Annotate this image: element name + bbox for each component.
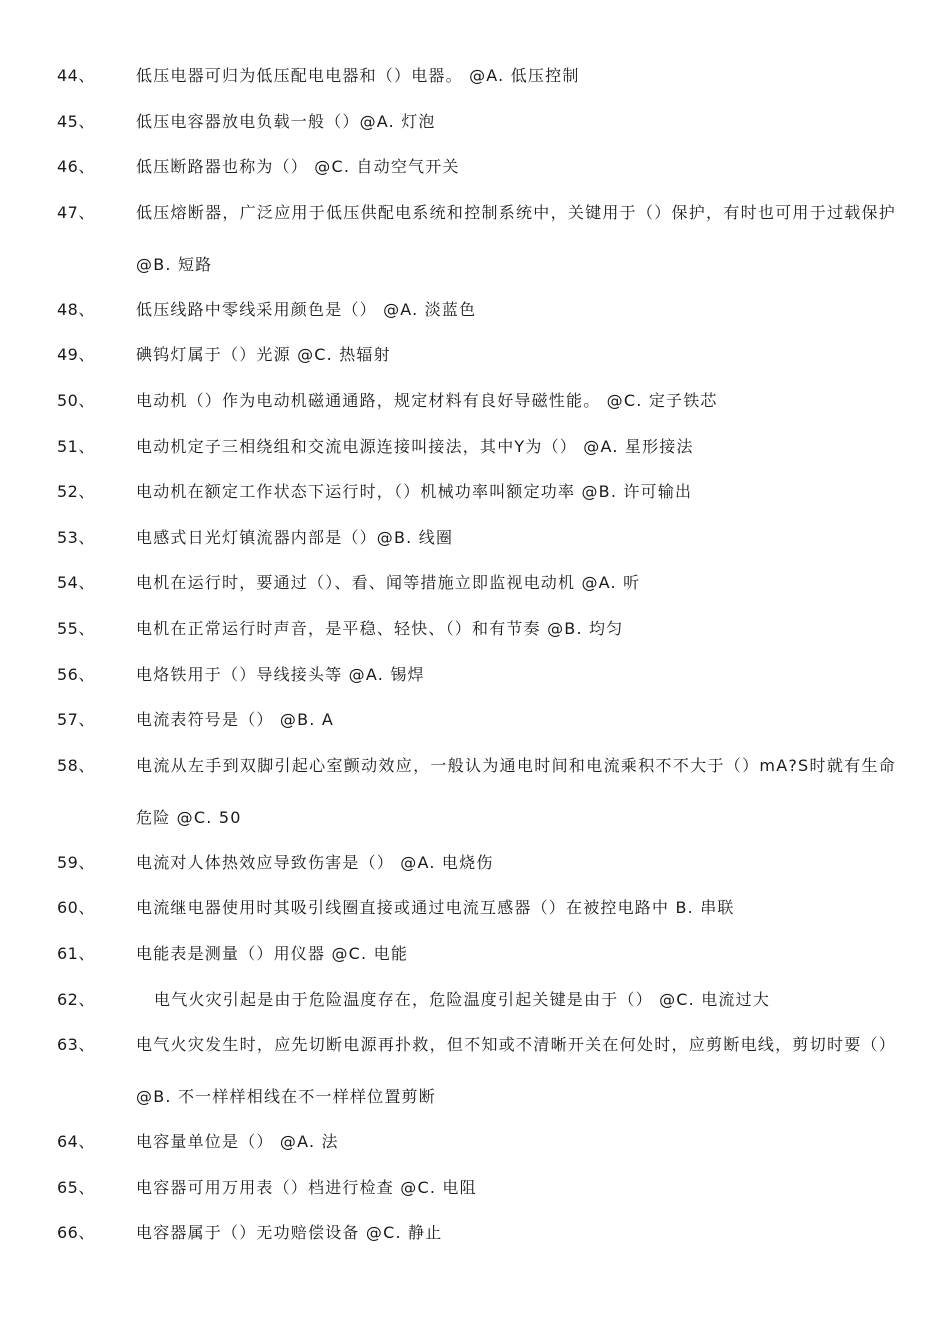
- question-item: [0, 425, 950, 471]
- question-text: 低压电容器放电负载一般（）@A. 灯泡: [136, 111, 436, 131]
- question-number: 57、: [57, 710, 95, 730]
- question-number: 64、: [57, 1132, 95, 1152]
- question-text: 低压电器可归为低压配电电器和（）电器。 @A. 低压控制: [136, 66, 580, 85]
- question-item: [0, 100, 950, 146]
- question-item: [0, 516, 950, 562]
- question-item: [0, 932, 950, 978]
- question-text: 电感式日光灯镇流器内部是（）@B. 线圈: [136, 527, 454, 547]
- question-number: 45、: [57, 111, 95, 131]
- question-item: [0, 1120, 950, 1166]
- question-text: 电容量单位是（） @A. 法: [136, 1132, 339, 1152]
- question-number: 46、: [57, 157, 95, 177]
- question-item: [0, 145, 950, 191]
- question-item: [0, 191, 950, 288]
- question-number: 52、: [57, 482, 95, 502]
- question-item: [0, 978, 950, 1024]
- question-item: [0, 288, 950, 334]
- question-item: [0, 1166, 950, 1212]
- question-text: 低压线路中零线采用颜色是（） @A. 淡蓝色: [136, 299, 477, 319]
- question-number: 50、: [57, 390, 95, 410]
- question-number: 66、: [57, 1223, 95, 1243]
- question-number: 47、: [57, 202, 95, 222]
- question-item: [0, 653, 950, 699]
- question-item: [0, 1023, 950, 1120]
- question-item: [0, 1211, 950, 1257]
- question-text: 电气火灾发生时，应先切断电源再扑救，但不知或不清晰开关在何处时，应剪断电线，剪切时要（） @B. 不一样样相线在不一样样位置剪断: [136, 1035, 896, 1107]
- question-number: 51、: [57, 436, 95, 456]
- question-number: 65、: [57, 1177, 95, 1197]
- question-text: 电能表是测量（）用仪器 @C. 电能: [136, 943, 409, 963]
- question-number: 53、: [57, 527, 95, 547]
- question-number: 59、: [57, 852, 95, 872]
- question-number: 54、: [57, 573, 95, 593]
- question-text: 电容器属于（）无功赔偿设备 @C. 静止: [136, 1223, 443, 1243]
- question-text: 电流从左手到双脚引起心室颤动效应，一般认为通电时间和电流乘积不不大于（）mA?S时就有生命危险 @C. 50: [136, 755, 896, 827]
- question-number: 49、: [57, 345, 95, 365]
- question-text: 电动机定子三相绕组和交流电源连接叫接法，其中Y为（） @A. 星形接法: [136, 436, 694, 456]
- question-text: 电机在正常运行时声音，是平稳、轻快、（）和有节奏 @B. 均匀: [136, 618, 624, 638]
- question-text: 电机在运行时，要通过（）、看、闻等措施立即监视电动机 @A. 听: [136, 573, 641, 593]
- question-number: 55、: [57, 618, 95, 638]
- question-text: 电气火灾引起是由于危险温度存在，危险温度引起关键是由于（） @C. 电流过大: [154, 989, 771, 1009]
- question-item: [0, 54, 950, 100]
- question-number: 63、: [57, 1035, 95, 1055]
- question-number: 56、: [57, 664, 95, 684]
- question-item: [0, 333, 950, 379]
- question-text: 电动机在额定工作状态下运行时，（）机械功率叫额定功率 @B. 许可输出: [136, 482, 693, 502]
- question-text: 电容器可用万用表（）档进行检查 @C. 电阻: [136, 1177, 477, 1197]
- question-item: [0, 379, 950, 425]
- question-item: [0, 886, 950, 932]
- question-text: 电流对人体热效应导致伤害是（） @A. 电烧伤: [136, 852, 494, 872]
- question-item: [0, 607, 950, 653]
- question-number: 62、: [57, 989, 95, 1009]
- question-item: [0, 470, 950, 516]
- question-text: 电流继电器使用时其吸引线圈直接或通过电流互感器（）在被控电路中 B. 串联: [136, 898, 735, 918]
- question-number: 58、: [57, 755, 95, 775]
- question-item: [0, 698, 950, 744]
- question-text: 碘钨灯属于（）光源 @C. 热辐射: [136, 345, 391, 365]
- question-text: 低压断路器也称为（） @C. 自动空气开关: [136, 157, 460, 177]
- question-item: [0, 561, 950, 607]
- question-number: 61、: [57, 943, 95, 963]
- question-list: [0, 54, 950, 1257]
- question-text: 低压熔断器，广泛应用于低压供配电系统和控制系统中，关键用于（）保护，有时也可用于过载保护 @B. 短路: [136, 202, 896, 274]
- question-item: [0, 841, 950, 887]
- question-item: [0, 744, 950, 841]
- question-number: 44、: [57, 66, 95, 85]
- question-text: 电动机（）作为电动机磁通通路，规定材料有良好导磁性能。 @C. 定子铁芯: [136, 390, 718, 410]
- question-number: 60、: [57, 898, 95, 918]
- question-number: 48、: [57, 299, 95, 319]
- question-text: 电流表符号是（） @B. A: [136, 710, 334, 730]
- question-text: 电烙铁用于（）导线接头等 @A. 锡焊: [136, 664, 425, 684]
